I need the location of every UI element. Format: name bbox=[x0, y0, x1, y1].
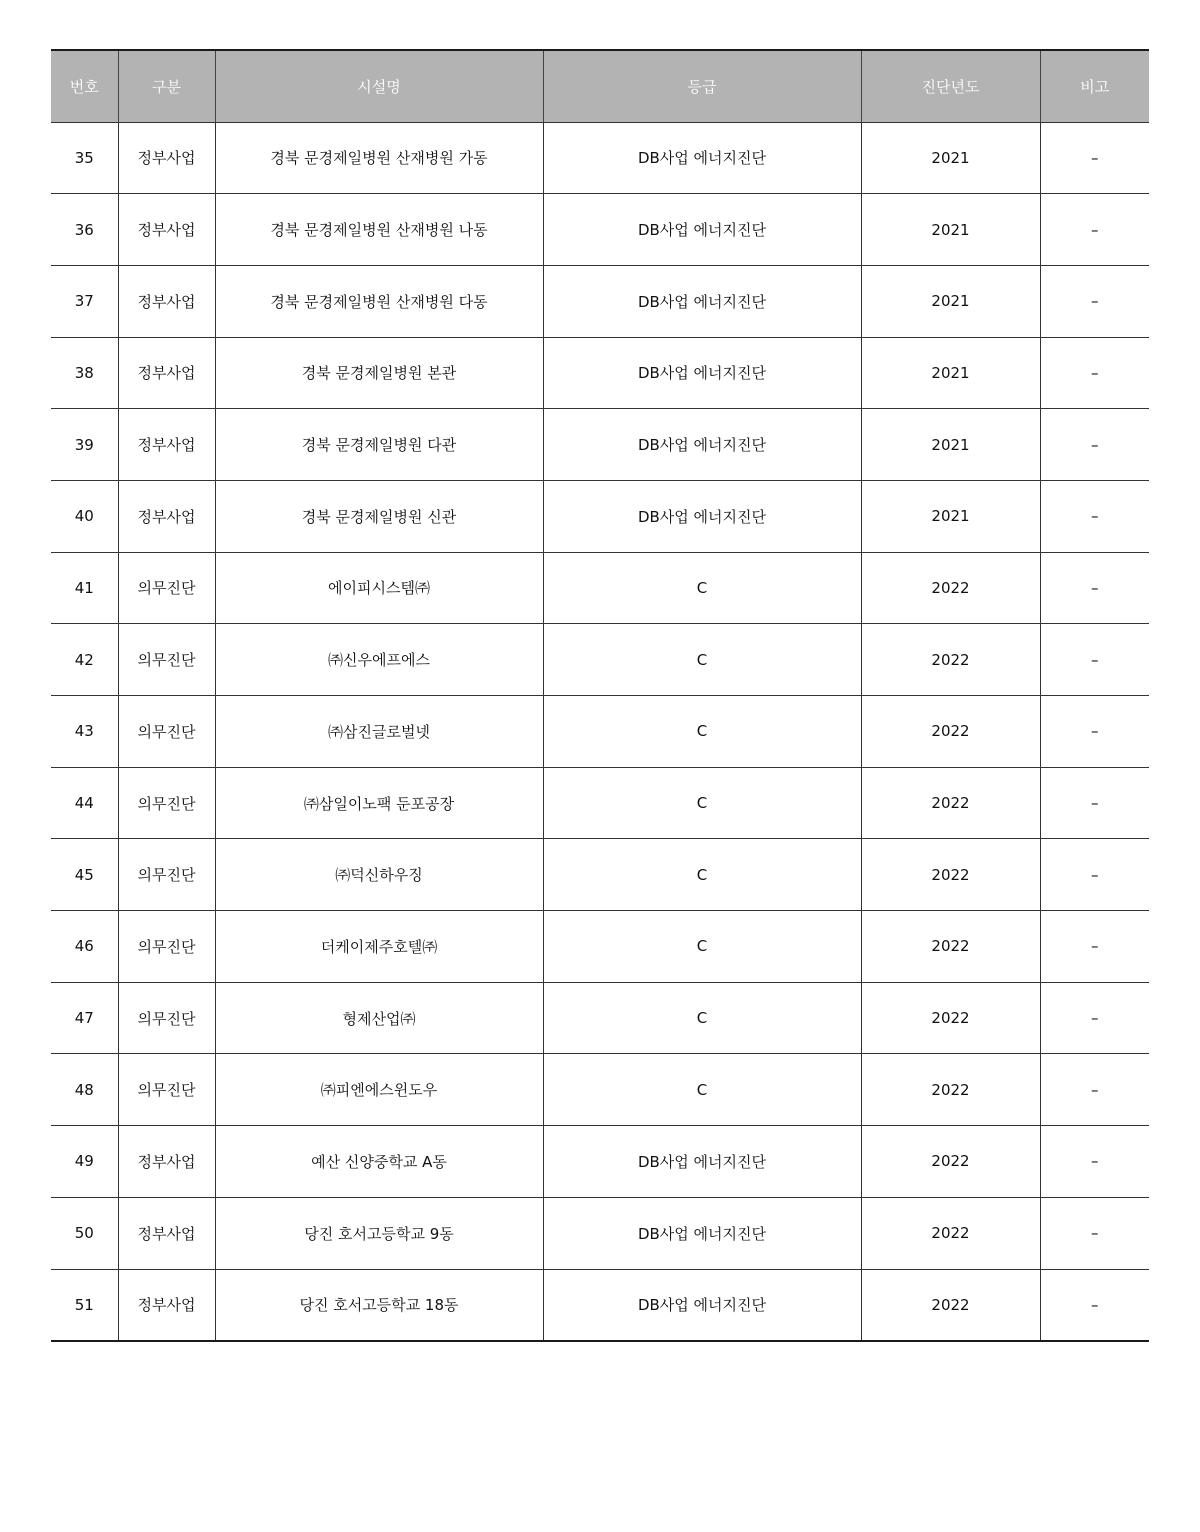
cell-number: 42 bbox=[51, 624, 118, 696]
cell-number: 46 bbox=[51, 911, 118, 983]
cell-grade: DB사업 에너지진단 bbox=[543, 409, 861, 481]
cell-category: 의무진단 bbox=[118, 982, 215, 1054]
cell-category: 정부사업 bbox=[118, 265, 215, 337]
cell-remarks: – bbox=[1040, 696, 1149, 768]
table-row bbox=[51, 767, 1149, 839]
cell-facility-name: ㈜덕신하우징 bbox=[215, 839, 543, 911]
header-row bbox=[51, 50, 1149, 122]
cell-remarks: – bbox=[1040, 624, 1149, 696]
cell-facility-name: 경북 문경제일병원 산재병원 나동 bbox=[215, 194, 543, 266]
cell-remarks: – bbox=[1040, 982, 1149, 1054]
cell-grade: C bbox=[543, 624, 861, 696]
cell-number: 39 bbox=[51, 409, 118, 481]
cell-grade: C bbox=[543, 982, 861, 1054]
cell-grade: C bbox=[543, 1054, 861, 1126]
cell-category: 정부사업 bbox=[118, 1269, 215, 1341]
cell-diagnosis-year: 2022 bbox=[861, 1054, 1040, 1126]
cell-diagnosis-year: 2022 bbox=[861, 1269, 1040, 1341]
cell-facility-name: ㈜삼진글로벌넷 bbox=[215, 696, 543, 768]
cell-category: 의무진단 bbox=[118, 839, 215, 911]
table-row bbox=[51, 265, 1149, 337]
cell-facility-name: 당진 호서고등학교 9동 bbox=[215, 1197, 543, 1269]
table-row bbox=[51, 1126, 1149, 1198]
cell-facility-name: 경북 문경제일병원 다관 bbox=[215, 409, 543, 481]
diagnosis-table bbox=[51, 49, 1149, 1342]
cell-category: 의무진단 bbox=[118, 911, 215, 983]
cell-diagnosis-year: 2021 bbox=[861, 194, 1040, 266]
cell-grade: C bbox=[543, 767, 861, 839]
cell-number: 50 bbox=[51, 1197, 118, 1269]
cell-number: 40 bbox=[51, 480, 118, 552]
cell-remarks: – bbox=[1040, 1126, 1149, 1198]
cell-facility-name: ㈜삼일이노팩 둔포공장 bbox=[215, 767, 543, 839]
cell-category: 정부사업 bbox=[118, 194, 215, 266]
cell-category: 정부사업 bbox=[118, 480, 215, 552]
cell-category: 정부사업 bbox=[118, 1126, 215, 1198]
header-number: 번호 bbox=[51, 50, 118, 122]
table-header bbox=[51, 50, 1149, 122]
cell-facility-name: ㈜신우에프에스 bbox=[215, 624, 543, 696]
cell-diagnosis-year: 2022 bbox=[861, 1197, 1040, 1269]
cell-number: 48 bbox=[51, 1054, 118, 1126]
cell-facility-name: 형제산업㈜ bbox=[215, 982, 543, 1054]
cell-grade: DB사업 에너지진단 bbox=[543, 194, 861, 266]
cell-diagnosis-year: 2022 bbox=[861, 552, 1040, 624]
cell-number: 41 bbox=[51, 552, 118, 624]
cell-category: 정부사업 bbox=[118, 1197, 215, 1269]
cell-category: 정부사업 bbox=[118, 122, 215, 194]
cell-remarks: – bbox=[1040, 194, 1149, 266]
table-row bbox=[51, 480, 1149, 552]
header-remarks: 비고 bbox=[1040, 50, 1149, 122]
cell-remarks: – bbox=[1040, 552, 1149, 624]
cell-remarks: – bbox=[1040, 337, 1149, 409]
cell-remarks: – bbox=[1040, 1269, 1149, 1341]
cell-number: 49 bbox=[51, 1126, 118, 1198]
cell-category: 의무진단 bbox=[118, 552, 215, 624]
cell-diagnosis-year: 2022 bbox=[861, 1126, 1040, 1198]
table-row bbox=[51, 1054, 1149, 1126]
cell-facility-name: 에이피시스템㈜ bbox=[215, 552, 543, 624]
cell-diagnosis-year: 2022 bbox=[861, 624, 1040, 696]
header-facility-name: 시설명 bbox=[215, 50, 543, 122]
cell-diagnosis-year: 2022 bbox=[861, 911, 1040, 983]
cell-facility-name: 당진 호서고등학교 18동 bbox=[215, 1269, 543, 1341]
table-row bbox=[51, 194, 1149, 266]
cell-category: 의무진단 bbox=[118, 624, 215, 696]
table-row bbox=[51, 982, 1149, 1054]
cell-grade: DB사업 에너지진단 bbox=[543, 480, 861, 552]
cell-diagnosis-year: 2022 bbox=[861, 696, 1040, 768]
cell-diagnosis-year: 2021 bbox=[861, 122, 1040, 194]
cell-remarks: – bbox=[1040, 911, 1149, 983]
cell-diagnosis-year: 2021 bbox=[861, 480, 1040, 552]
table-row bbox=[51, 409, 1149, 481]
cell-grade: DB사업 에너지진단 bbox=[543, 122, 861, 194]
cell-remarks: – bbox=[1040, 1054, 1149, 1126]
cell-remarks: – bbox=[1040, 265, 1149, 337]
cell-grade: DB사업 에너지진단 bbox=[543, 265, 861, 337]
cell-category: 정부사업 bbox=[118, 409, 215, 481]
header-diagnosis-year: 진단년도 bbox=[861, 50, 1040, 122]
table-body bbox=[51, 122, 1149, 1341]
cell-number: 37 bbox=[51, 265, 118, 337]
cell-category: 의무진단 bbox=[118, 767, 215, 839]
table-row bbox=[51, 624, 1149, 696]
cell-diagnosis-year: 2022 bbox=[861, 982, 1040, 1054]
cell-number: 45 bbox=[51, 839, 118, 911]
cell-diagnosis-year: 2021 bbox=[861, 409, 1040, 481]
header-category: 구분 bbox=[118, 50, 215, 122]
cell-facility-name: 경북 문경제일병원 본관 bbox=[215, 337, 543, 409]
cell-facility-name: 예산 신양중학교 A동 bbox=[215, 1126, 543, 1198]
cell-diagnosis-year: 2022 bbox=[861, 839, 1040, 911]
cell-remarks: – bbox=[1040, 409, 1149, 481]
cell-grade: C bbox=[543, 839, 861, 911]
cell-grade: C bbox=[543, 552, 861, 624]
cell-grade: DB사업 에너지진단 bbox=[543, 1126, 861, 1198]
cell-grade: DB사업 에너지진단 bbox=[543, 1269, 861, 1341]
cell-facility-name: 경북 문경제일병원 산재병원 다동 bbox=[215, 265, 543, 337]
cell-facility-name: 경북 문경제일병원 산재병원 가동 bbox=[215, 122, 543, 194]
header-grade: 등급 bbox=[543, 50, 861, 122]
cell-diagnosis-year: 2021 bbox=[861, 337, 1040, 409]
cell-remarks: – bbox=[1040, 1197, 1149, 1269]
cell-category: 정부사업 bbox=[118, 337, 215, 409]
cell-number: 47 bbox=[51, 982, 118, 1054]
cell-number: 44 bbox=[51, 767, 118, 839]
cell-number: 51 bbox=[51, 1269, 118, 1341]
cell-number: 38 bbox=[51, 337, 118, 409]
table-row bbox=[51, 552, 1149, 624]
cell-number: 43 bbox=[51, 696, 118, 768]
cell-remarks: – bbox=[1040, 480, 1149, 552]
cell-grade: DB사업 에너지진단 bbox=[543, 337, 861, 409]
cell-category: 의무진단 bbox=[118, 1054, 215, 1126]
cell-remarks: – bbox=[1040, 122, 1149, 194]
cell-remarks: – bbox=[1040, 839, 1149, 911]
cell-facility-name: 경북 문경제일병원 신관 bbox=[215, 480, 543, 552]
table-row bbox=[51, 839, 1149, 911]
cell-number: 36 bbox=[51, 194, 118, 266]
cell-grade: C bbox=[543, 911, 861, 983]
table-row bbox=[51, 696, 1149, 768]
cell-facility-name: ㈜피엔에스윈도우 bbox=[215, 1054, 543, 1126]
cell-number: 35 bbox=[51, 122, 118, 194]
table-row bbox=[51, 1269, 1149, 1341]
table-row bbox=[51, 122, 1149, 194]
diagnosis-table-container bbox=[51, 49, 1149, 1342]
cell-diagnosis-year: 2021 bbox=[861, 265, 1040, 337]
table-row bbox=[51, 337, 1149, 409]
cell-diagnosis-year: 2022 bbox=[861, 767, 1040, 839]
table-row bbox=[51, 911, 1149, 983]
table-row bbox=[51, 1197, 1149, 1269]
cell-remarks: – bbox=[1040, 767, 1149, 839]
cell-category: 의무진단 bbox=[118, 696, 215, 768]
cell-grade: C bbox=[543, 696, 861, 768]
cell-facility-name: 더케이제주호텔㈜ bbox=[215, 911, 543, 983]
cell-grade: DB사업 에너지진단 bbox=[543, 1197, 861, 1269]
